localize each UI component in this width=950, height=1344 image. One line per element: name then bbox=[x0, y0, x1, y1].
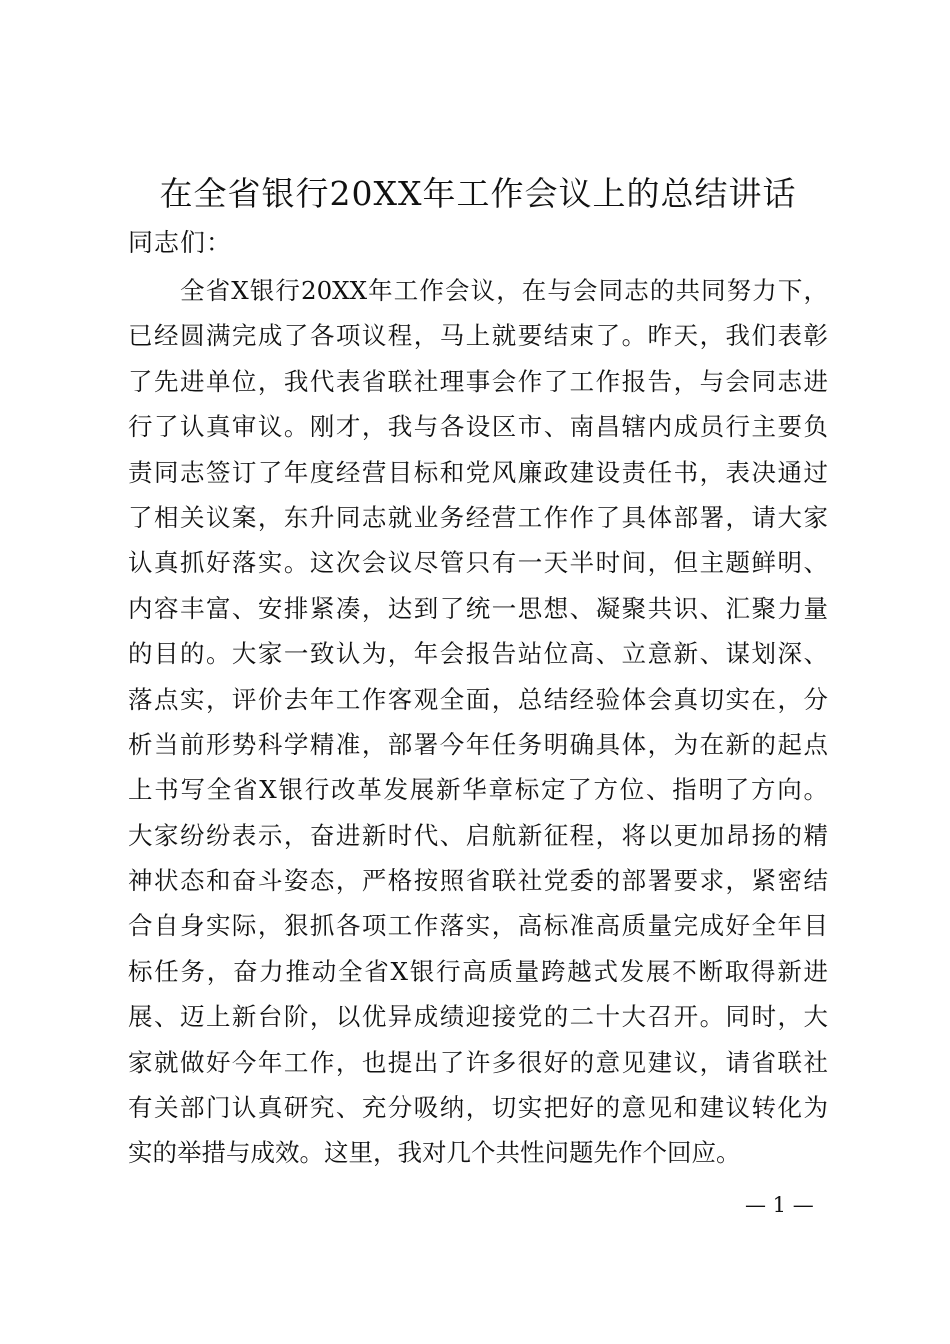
salutation: 同志们： bbox=[128, 228, 233, 257]
document-title: 在全省银行20XX年工作会议上的总结讲话 bbox=[159, 174, 797, 213]
paragraph-line: 了相关议案，东升同志就业务经营工作作了具体部署，请大家 bbox=[128, 502, 828, 532]
paragraph-line: 责同志签订了年度经营目标和党风廉政建设责任书，表决通过 bbox=[128, 457, 828, 487]
paragraph-line: 合自身实际，狠抓各项工作落实，高标准高质量完成好全年目 bbox=[128, 911, 828, 941]
paragraph-line: 内容丰富、安排紧凑，达到了统一思想、凝聚共识、汇聚力量 bbox=[128, 593, 828, 623]
paragraph-line: 有关部门认真研究、充分吸纳，切实把好的意见和建议转化为 bbox=[128, 1093, 828, 1123]
page-number: — 1 — bbox=[745, 1193, 814, 1217]
paragraph-line: 行了认真审议。刚才，我与各设区市、南昌辖内成员行主要负 bbox=[128, 412, 828, 442]
paragraph-line: 神状态和奋斗姿态，严格按照省联社党委的部署要求，紧密结 bbox=[128, 866, 828, 896]
paragraph-line: 析当前形势科学精准，部署今年任务明确具体，为在新的起点 bbox=[128, 729, 828, 759]
paragraph-line: 的目的。大家一致认为，年会报告站位高、立意新、谋划深、 bbox=[128, 639, 828, 669]
paragraph-line: 认真抓好落实。这次会议尽管只有一天半时间，但主题鲜明、 bbox=[128, 548, 828, 578]
paragraph-line: 展、迈上新台阶，以优异成绩迎接党的二十大召开。同时，大 bbox=[128, 1002, 828, 1032]
paragraph-line: 上书写全省X银行改革发展新华章标定了方位、指明了方向。 bbox=[128, 775, 828, 805]
paragraph-line: 了先进单位，我代表省联社理事会作了工作报告，与会同志进 bbox=[128, 366, 828, 396]
paragraph-line: 实的举措与成效。这里，我对几个共性问题先作个回应。 bbox=[128, 1138, 741, 1168]
paragraph-line: 全省X银行20XX年工作会议，在与会同志的共同努力下， bbox=[180, 276, 828, 305]
paragraph-line: 大家纷纷表示，奋进新时代、启航新征程，将以更加昂扬的精 bbox=[128, 820, 828, 850]
paragraph-line: 落点实，评价去年工作客观全面，总结经验体会真切实在，分 bbox=[128, 684, 828, 714]
paragraph-line: 标任务，奋力推动全省X银行高质量跨越式发展不断取得新进 bbox=[128, 956, 828, 986]
body-paragraph bbox=[128, 268, 828, 1176]
paragraph-line: 家就做好今年工作，也提出了许多很好的意见建议，请省联社 bbox=[128, 1047, 828, 1077]
paragraph-line: 已经圆满完成了各项议程，马上就要结束了。昨天，我们表彰 bbox=[128, 321, 828, 351]
